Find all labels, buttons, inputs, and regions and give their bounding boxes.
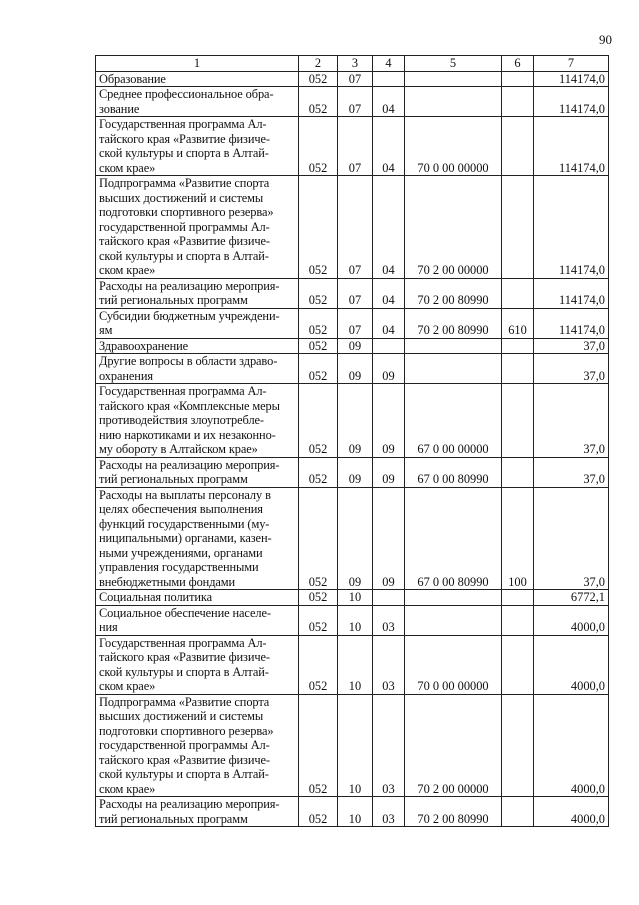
table-row: [96, 117, 609, 176]
table-row: [96, 354, 609, 384]
cell-section: 09: [338, 457, 373, 487]
cell-target-article: 70 0 00 00000: [405, 117, 502, 176]
cell-section: 10: [338, 797, 373, 827]
cell-subsection: 04: [373, 117, 405, 176]
cell-expense-type: [502, 694, 534, 797]
cell-subsection: 04: [373, 278, 405, 308]
cell-subsection: 03: [373, 694, 405, 797]
table-row: [96, 487, 609, 590]
cell-expense-type: 610: [502, 308, 534, 338]
cell-admin-code: 052: [299, 176, 338, 279]
cell-subsection: 03: [373, 635, 405, 694]
table-row: [96, 694, 609, 797]
cell-target-article: 67 0 00 80990: [405, 487, 502, 590]
cell-target-article: [405, 338, 502, 354]
cell-amount: 6772,1: [534, 590, 609, 606]
cell-name: Расходы на реализацию мероприя- тий региональных программ: [96, 278, 299, 308]
cell-target-article: 70 2 00 80990: [405, 278, 502, 308]
cell-expense-type: [502, 605, 534, 635]
cell-expense-type: [502, 635, 534, 694]
cell-amount: 37,0: [534, 338, 609, 354]
cell-subsection: 03: [373, 605, 405, 635]
cell-section: 10: [338, 694, 373, 797]
table-row: [96, 308, 609, 338]
cell-expense-type: 100: [502, 487, 534, 590]
cell-amount: 114174,0: [534, 308, 609, 338]
cell-target-article: [405, 354, 502, 384]
cell-name: Расходы на выплаты персоналу в целях обеспечения выполнения функций государственными (му- ниципальными) органами, казен- ными учреждениями, органами управления государственными внебюджетными фондами: [96, 487, 299, 590]
table-row: [96, 87, 609, 117]
cell-section: 10: [338, 590, 373, 606]
cell-admin-code: 052: [299, 384, 338, 458]
cell-subsection: 04: [373, 308, 405, 338]
cell-amount: 4000,0: [534, 635, 609, 694]
cell-amount: 114174,0: [534, 87, 609, 117]
cell-name: Другие вопросы в области здраво- охранения: [96, 354, 299, 384]
cell-admin-code: 052: [299, 354, 338, 384]
cell-subsection: [373, 590, 405, 606]
cell-section: 10: [338, 635, 373, 694]
cell-name: Расходы на реализацию мероприя- тий региональных программ: [96, 797, 299, 827]
cell-section: 07: [338, 308, 373, 338]
cell-subsection: 09: [373, 354, 405, 384]
table-header-row: [96, 56, 609, 72]
column-header: 1: [96, 56, 299, 72]
column-header: 5: [405, 56, 502, 72]
cell-admin-code: 052: [299, 278, 338, 308]
cell-amount: 37,0: [534, 384, 609, 458]
cell-amount: 37,0: [534, 354, 609, 384]
cell-section: 09: [338, 338, 373, 354]
cell-expense-type: [502, 117, 534, 176]
cell-expense-type: [502, 71, 534, 87]
cell-section: 07: [338, 176, 373, 279]
cell-name: Социальное обеспечение населе- ния: [96, 605, 299, 635]
cell-amount: 114174,0: [534, 117, 609, 176]
table-row: [96, 278, 609, 308]
cell-subsection: 09: [373, 487, 405, 590]
table-body: [96, 56, 609, 827]
table-row: [96, 605, 609, 635]
table-row: [96, 457, 609, 487]
cell-target-article: 67 0 00 00000: [405, 384, 502, 458]
cell-subsection: 03: [373, 797, 405, 827]
cell-name: Государственная программа Ал- тайского края «Развитие физиче- ской культуры и спорта в Алтай- ском крае»: [96, 635, 299, 694]
cell-amount: 4000,0: [534, 605, 609, 635]
cell-admin-code: 052: [299, 797, 338, 827]
page-number: 90: [599, 32, 612, 47]
cell-name: Здравоохранение: [96, 338, 299, 354]
cell-section: 07: [338, 87, 373, 117]
cell-amount: 4000,0: [534, 694, 609, 797]
cell-admin-code: 052: [299, 635, 338, 694]
cell-name: Подпрограмма «Развитие спорта высших достижений и системы подготовки спортивного резерва» государственной программы Ал- тайского края «Развитие физиче- ской культуры и спорта в Алтай- ском крае»: [96, 176, 299, 279]
cell-section: 09: [338, 354, 373, 384]
table-row: [96, 635, 609, 694]
cell-admin-code: 052: [299, 694, 338, 797]
cell-target-article: [405, 87, 502, 117]
cell-target-article: 70 2 00 00000: [405, 176, 502, 279]
cell-name: Подпрограмма «Развитие спорта высших достижений и системы подготовки спортивного резерва» государственной программы Ал- тайского края «Развитие физиче- ской культуры и спорта в Алтай- ском крае»: [96, 694, 299, 797]
cell-admin-code: 052: [299, 605, 338, 635]
cell-expense-type: [502, 590, 534, 606]
cell-name: Государственная программа Ал- тайского края «Комплексные меры противодействия злоупотребле- нию наркотиками и их незаконно- му обороту в Алтайском крае»: [96, 384, 299, 458]
cell-target-article: [405, 71, 502, 87]
cell-expense-type: [502, 354, 534, 384]
cell-amount: 114174,0: [534, 71, 609, 87]
cell-section: 09: [338, 384, 373, 458]
cell-admin-code: 052: [299, 308, 338, 338]
table-row: [96, 797, 609, 827]
cell-amount: 114174,0: [534, 176, 609, 279]
cell-subsection: 04: [373, 87, 405, 117]
cell-subsection: 09: [373, 384, 405, 458]
cell-subsection: 09: [373, 457, 405, 487]
table-row: [96, 590, 609, 606]
column-header: 6: [502, 56, 534, 72]
cell-target-article: 70 2 00 80990: [405, 797, 502, 827]
cell-section: 07: [338, 117, 373, 176]
cell-admin-code: 052: [299, 457, 338, 487]
cell-subsection: 04: [373, 176, 405, 279]
cell-expense-type: [502, 176, 534, 279]
cell-subsection: [373, 71, 405, 87]
column-header: 3: [338, 56, 373, 72]
cell-name: Расходы на реализацию мероприя- тий региональных программ: [96, 457, 299, 487]
table-row: [96, 71, 609, 87]
cell-admin-code: 052: [299, 338, 338, 354]
table-row: [96, 338, 609, 354]
cell-admin-code: 052: [299, 71, 338, 87]
cell-expense-type: [502, 338, 534, 354]
cell-target-article: 70 2 00 80990: [405, 308, 502, 338]
cell-amount: 37,0: [534, 457, 609, 487]
cell-expense-type: [502, 384, 534, 458]
cell-amount: 37,0: [534, 487, 609, 590]
cell-expense-type: [502, 797, 534, 827]
cell-expense-type: [502, 87, 534, 117]
cell-name: Государственная программа Ал- тайского края «Развитие физиче- ской культуры и спорта в Алтай- ском крае»: [96, 117, 299, 176]
cell-amount: 4000,0: [534, 797, 609, 827]
column-header: 7: [534, 56, 609, 72]
cell-target-article: [405, 605, 502, 635]
cell-name: Среднее профессиональное обра- зование: [96, 87, 299, 117]
cell-section: 10: [338, 605, 373, 635]
budget-table: [95, 55, 609, 827]
table-row: [96, 384, 609, 458]
cell-section: 07: [338, 278, 373, 308]
cell-admin-code: 052: [299, 117, 338, 176]
cell-subsection: [373, 338, 405, 354]
table-row: [96, 176, 609, 279]
column-header: 2: [299, 56, 338, 72]
cell-target-article: 70 0 00 00000: [405, 635, 502, 694]
cell-expense-type: [502, 278, 534, 308]
cell-name: Образование: [96, 71, 299, 87]
cell-target-article: 67 0 00 80990: [405, 457, 502, 487]
cell-amount: 114174,0: [534, 278, 609, 308]
cell-target-article: [405, 590, 502, 606]
cell-section: 09: [338, 487, 373, 590]
cell-name: Субсидии бюджетным учреждени- ям: [96, 308, 299, 338]
cell-admin-code: 052: [299, 87, 338, 117]
cell-expense-type: [502, 457, 534, 487]
cell-admin-code: 052: [299, 487, 338, 590]
cell-section: 07: [338, 71, 373, 87]
cell-admin-code: 052: [299, 590, 338, 606]
cell-target-article: 70 2 00 00000: [405, 694, 502, 797]
cell-name: Социальная политика: [96, 590, 299, 606]
column-header: 4: [373, 56, 405, 72]
